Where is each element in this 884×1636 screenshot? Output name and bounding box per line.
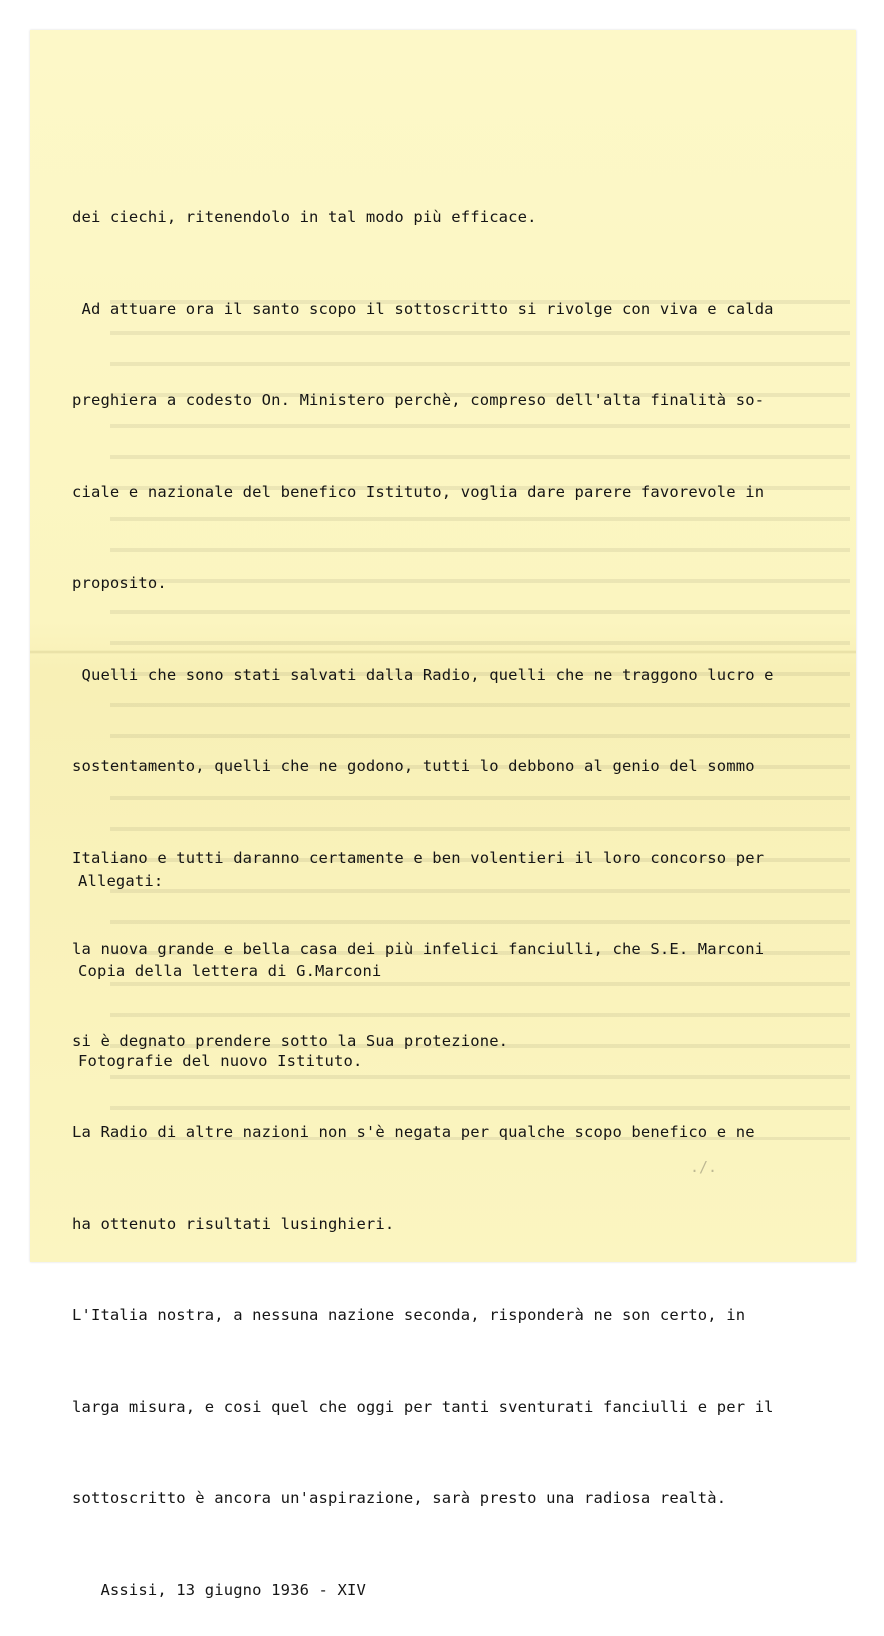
body-line: Quelli che sono stati salvati dalla Radio, quelli che ne traggono lucro e	[72, 665, 774, 684]
continuation-mark: ./.	[690, 1158, 718, 1176]
body-line: preghiera a codesto On. Ministero perchè, compreso dell'alta finalità so-	[72, 391, 765, 409]
attachments-block	[78, 806, 381, 1106]
date-line: Assisi, 13 giugno 1936 - XIV	[72, 1580, 366, 1599]
body-line: dei ciechi, ritenendolo in tal modo più efficace.	[72, 208, 537, 226]
body-line: proposito.	[72, 574, 167, 592]
body-line: ha ottenuto risultati lusinghieri.	[72, 1214, 395, 1233]
body-line: sostentamento, quelli che ne godono, tutti lo debbono al genio del sommo	[72, 757, 755, 775]
attachment-item: Fotografie del nuovo Istituto.	[78, 1052, 363, 1070]
body-line: la nuova grande e bella casa dei più infelici fanciulli, che S.E. Marconi	[72, 940, 765, 958]
body-line: La Radio di altre nazioni non s'è negata per qualche scopo benefico e ne	[72, 1123, 755, 1141]
body-line: si è degnato prendere sotto la Sua protezione.	[72, 1031, 509, 1050]
body-line: Italiano e tutti daranno certamente e ben volentieri il loro concorso per	[72, 848, 765, 867]
attachments-heading: Allegati:	[78, 872, 164, 890]
body-line: ciale e nazionale del benefico Istituto, voglia dare parere favorevole in	[72, 482, 765, 501]
attachment-item: Copia della lettera di G.Marconi	[78, 962, 382, 980]
body-line: L'Italia nostra, a nessuna nazione seconda, risponderà ne son certo, in	[72, 1306, 746, 1324]
body-line: Ad attuare ora il santo scopo il sottoscritto si rivolge con viva e calda	[72, 299, 774, 318]
body-line: sottoscritto è ancora un'aspirazione, sarà presto una radiosa realtà.	[72, 1489, 727, 1507]
body-line: larga misura, e cosi quel che oggi per tanti sventurati fanciulli e per il	[72, 1397, 774, 1416]
